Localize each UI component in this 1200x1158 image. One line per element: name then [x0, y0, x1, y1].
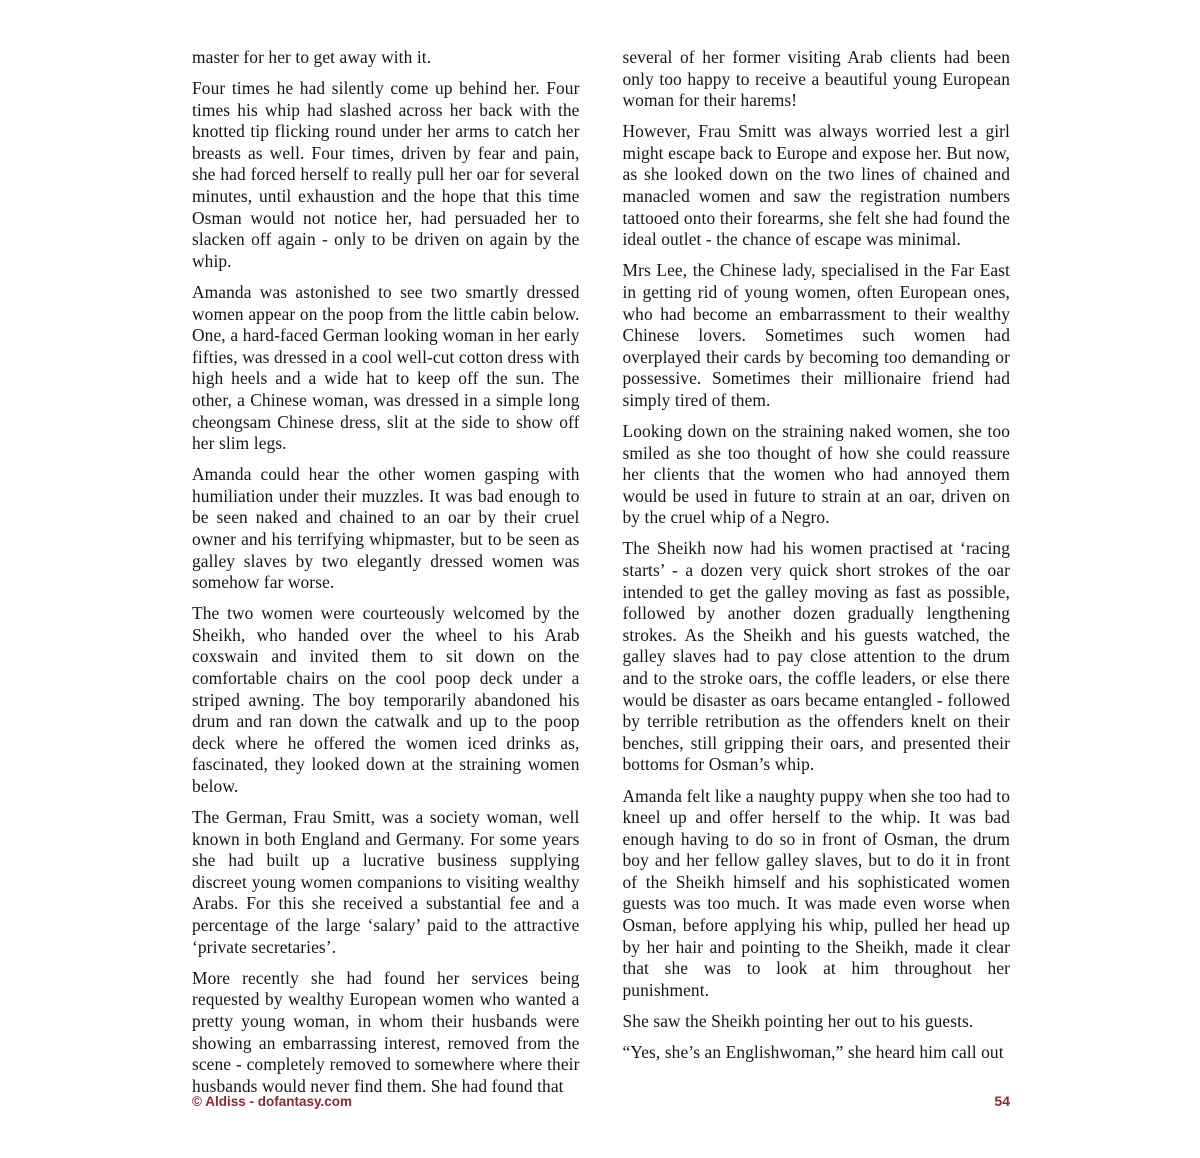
text-columns	[192, 47, 1010, 1097]
paragraph: Four times he had silently come up behind her. Four times his whip had slashed across her back with the knotted tip flicking round under her arms to catch her breasts as well. Four times, driven by fear and pain, she had forced herself to really pull her oar for several minutes, until exhaustion and the hope that this time Osman would not notice her, had persuaded her to slacken off again - only to be driven on again by the whip.	[192, 78, 580, 271]
paragraph: master for her to get away with it.	[192, 47, 432, 67]
paragraph: More recently she had found her services being requested by wealthy European women who wanted a pretty young woman, in whom their husbands were showing an embarrassing interest, removed from the scene - completely removed to somewhere where their husbands would never find them. She had found that	[192, 967, 580, 1096]
copyright-notice: © Aldiss - dofantasy.com	[192, 1094, 352, 1109]
paragraph: However, Frau Smitt was always worried lest a girl might escape back to Europe and expose her. But now, as she looked down on the two lines of chained and manacled women and saw the registration numbers tattooed onto their forearms, she felt she had found the ideal outlet - the chance of escape was minimal.	[622, 121, 1010, 250]
paragraph: Looking down on the straining naked women, she too smiled as she too thought of how she could reassure her clients that the women who had annoyed them would be used in future to strain at an oar, driven on by the cruel whip of a Negro.	[622, 421, 1010, 528]
page-footer	[192, 1093, 1010, 1109]
paragraph: Mrs Lee, the Chinese lady, specialised in the Far East in getting rid of young women, often European ones, who had become an embarrassment to their wealthy Chinese lovers. Sometimes such women had overplayed their cards by becoming too demanding or possessive. Sometimes their millionaire friend had simply tired of them.	[622, 260, 1010, 410]
paragraph: She saw the Sheikh pointing her out to his guests.	[622, 1010, 974, 1031]
right-column	[623, 47, 1011, 1097]
paragraph: “Yes, she’s an Englishwoman,” she heard him call out	[622, 1042, 1004, 1063]
page-number: 54	[994, 1093, 1010, 1109]
paragraph: The German, Frau Smitt, was a society woman, well known in both England and Germany. For some years she had built up a lucrative business supplying discreet young women companions to visiting wealthy Arabs. For this she received a substantial fee and a percentage of the large ‘salary’ paid to the attractive ‘private secretaries’.	[192, 807, 580, 957]
paragraph: Amanda felt like a naughty puppy when she too had to kneel up and offer herself to the whip. It was bad enough having to do so in front of Osman, the drum boy and her fellow galley slaves, but to do it in front of the Sheikh himself and his sophisticated women guests was too much. It was made even worse when Osman, before applying his whip, pulled her head up by her hair and pointing to the Sheikh, made it clear that she was to look at him throughout her punishment.	[622, 785, 1010, 1000]
paragraph: Amanda was astonished to see two smartly dressed women appear on the poop from the little cabin below. One, a hard-faced German looking woman in her early fifties, was dressed in a cool well-cut cotton dress with high heels and a wide hat to keep off the sun. The other, a Chinese woman, was dressed in a simple long cheongsam Chinese dress, slit at the side to show off her slim legs.	[192, 281, 580, 454]
paragraph: Amanda could hear the other women gasping with humiliation under their muzzles. It was bad enough to be seen naked and chained to an oar by their cruel owner and his terrifying whipmaster, but to be seen as galley slaves by two elegantly dressed women was somehow far worse.	[192, 464, 580, 593]
paragraph: several of her former visiting Arab clients had been only too happy to receive a beautiful young European woman for their harems!	[622, 47, 1010, 111]
left-column	[192, 47, 580, 1097]
paragraph: The Sheikh now had his women practised at ‘racing starts’ - a dozen very quick short strokes of the oar intended to get the galley moving as fast as possible, followed by another dozen gradually lengthening strokes. As the Sheikh and his guests watched, the galley slaves had to pay close attention to the drum and to the stroke oars, the coffle leaders, or else there would be disaster as oars became entangled - followed by terrible retribution as the offenders knelt on their benches, still gripping their oars, and presented their bottoms for Osman’s whip.	[622, 538, 1010, 775]
paragraph: The two women were courteously welcomed by the Sheikh, who handed over the wheel to his Arab coxswain and invited them to sit down on the comfortable chairs on the cool poop deck under a striped awning. The boy temporarily abandoned his drum and ran down the catwalk and up to the poop deck where he offered the women iced drinks as, fascinated, they looked down at the straining women below.	[192, 603, 580, 796]
